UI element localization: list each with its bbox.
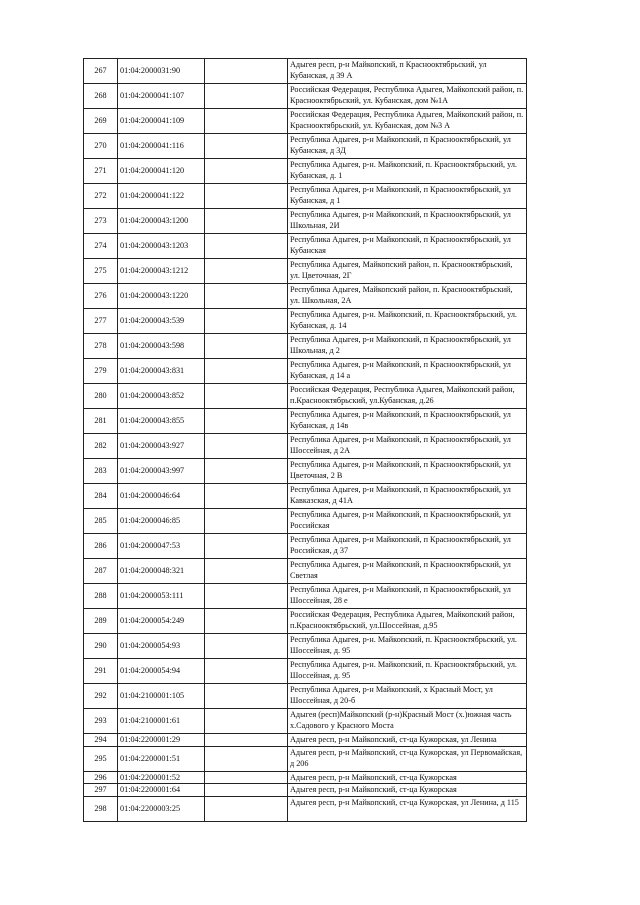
empty-cell — [205, 459, 288, 484]
row-number: 295 — [84, 746, 118, 771]
table-row — [84, 559, 527, 584]
address: Адыгея (респ)Майкопский (р-н)Красный Мост (х.)южная часть х.Садового у Красного Моста — [288, 709, 527, 734]
cadastral-number: 01:04:2000043:598 — [118, 334, 205, 359]
table-row — [84, 284, 527, 309]
row-number: 275 — [84, 259, 118, 284]
table-row — [84, 434, 527, 459]
cadastral-number: 01:04:2000048:321 — [118, 559, 205, 584]
cadastral-number: 01:04:2000043:997 — [118, 459, 205, 484]
cadastral-number: 01:04:2000047:53 — [118, 534, 205, 559]
row-number: 277 — [84, 309, 118, 334]
table-row — [84, 484, 527, 509]
address: Российская Федерация, Республика Адыгея, Майкопский район, п.Краснооктябрьский, ул.Шоссейная, д.95 — [288, 609, 527, 634]
table-row — [84, 796, 527, 821]
cadastral-number: 01:04:2000043:855 — [118, 409, 205, 434]
row-number: 267 — [84, 59, 118, 84]
cadastral-number: 01:04:2000054:94 — [118, 659, 205, 684]
row-number: 296 — [84, 771, 118, 784]
empty-cell — [205, 659, 288, 684]
cadastral-number: 01:04:2000053:111 — [118, 584, 205, 609]
row-number: 285 — [84, 509, 118, 534]
empty-cell — [205, 534, 288, 559]
cadastral-number: 01:04:2000043:539 — [118, 309, 205, 334]
empty-cell — [205, 134, 288, 159]
row-number: 282 — [84, 434, 118, 459]
cadastral-number: 01:04:2200003:25 — [118, 796, 205, 821]
empty-cell — [205, 634, 288, 659]
address: Республика Адыгея, р-н. Майкопский, п. Краснооктябрьский, ул. Шоссейная, д. 95 — [288, 659, 527, 684]
cadastral-number: 01:04:2100001:105 — [118, 684, 205, 709]
address: Республика Адыгея, р-н Майкопский, п Краснооктябрьский, ул Шоссейная, 28 е — [288, 584, 527, 609]
address: Адыгея респ, р-н Майкопский, ст-ца Кужорская, ул Ленина, д 115 — [288, 796, 527, 821]
row-number: 292 — [84, 684, 118, 709]
address: Республика Адыгея, р-н Майкопский, п Краснооктябрьский, ул Кубанская, д 1 — [288, 184, 527, 209]
table-row — [84, 634, 527, 659]
table-row — [84, 309, 527, 334]
row-number: 283 — [84, 459, 118, 484]
empty-cell — [205, 159, 288, 184]
row-number: 291 — [84, 659, 118, 684]
cadastral-number: 01:04:2000041:116 — [118, 134, 205, 159]
address: Республика Адыгея, р-н Майкопский, п Краснооктябрьский, ул Кубанская, д 3Д — [288, 134, 527, 159]
row-number: 271 — [84, 159, 118, 184]
cadastral-number: 01:04:2000043:852 — [118, 384, 205, 409]
row-number: 287 — [84, 559, 118, 584]
table-row — [84, 609, 527, 634]
address: Республика Адыгея, р-н. Майкопский, п. Краснооктябрьский, ул. Кубанская, д. 14 — [288, 309, 527, 334]
cadastral-number: 01:04:2000041:109 — [118, 109, 205, 134]
empty-cell — [205, 684, 288, 709]
table-row — [84, 409, 527, 434]
address: Республика Адыгея, р-н Майкопский, п Краснооктябрьский, ул Кубанская, д 14 а — [288, 359, 527, 384]
table-body — [84, 59, 527, 822]
cadastral-number: 01:04:2000041:107 — [118, 84, 205, 109]
empty-cell — [205, 309, 288, 334]
row-number: 284 — [84, 484, 118, 509]
empty-cell — [205, 209, 288, 234]
row-number: 270 — [84, 134, 118, 159]
table-row — [84, 459, 527, 484]
empty-cell — [205, 384, 288, 409]
address: Республика Адыгея, р-н. Майкопский, п. Краснооктябрьский, ул. Кубанская, д. 1 — [288, 159, 527, 184]
address: Республика Адыгея, р-н Майкопский, п Краснооктябрьский, ул Кубанская — [288, 234, 527, 259]
table-row — [84, 509, 527, 534]
address: Республика Адыгея, р-н Майкопский, п Краснооктябрьский, ул Светлая — [288, 559, 527, 584]
cadastral-number: 01:04:2200001:29 — [118, 734, 205, 747]
address: Республика Адыгея, Майкопский район, п. Краснооктябрьский, ул. Цветочная, 2Г — [288, 259, 527, 284]
table-row — [84, 684, 527, 709]
cadastral-number: 01:04:2100001:61 — [118, 709, 205, 734]
address: Республика Адыгея, р-н Майкопский, п Краснооктябрьский, ул Кубанская, д 14в — [288, 409, 527, 434]
address: Республика Адыгея, р-н. Майкопский, п. Краснооктябрьский, ул. Шоссейная, д. 95 — [288, 634, 527, 659]
empty-cell — [205, 584, 288, 609]
row-number: 286 — [84, 534, 118, 559]
row-number: 280 — [84, 384, 118, 409]
empty-cell — [205, 109, 288, 134]
cadastral-number: 01:04:2000043:831 — [118, 359, 205, 384]
empty-cell — [205, 784, 288, 797]
address: Республика Адыгея, р-н Майкопский, п Краснооктябрьский, ул Цветочная, 2 В — [288, 459, 527, 484]
table-row — [84, 784, 527, 797]
row-number: 276 — [84, 284, 118, 309]
cadastral-number: 01:04:2000054:93 — [118, 634, 205, 659]
table-row — [84, 334, 527, 359]
table-row — [84, 184, 527, 209]
cadastral-number: 01:04:2000041:122 — [118, 184, 205, 209]
row-number: 298 — [84, 796, 118, 821]
address: Российская Федерация, Республика Адыгея, Майкопский район, п. Краснооктябрьский, ул. Кубанская, дом №3 А — [288, 109, 527, 134]
row-number: 274 — [84, 234, 118, 259]
row-number: 289 — [84, 609, 118, 634]
empty-cell — [205, 409, 288, 434]
cadastral-number: 01:04:2000043:1220 — [118, 284, 205, 309]
empty-cell — [205, 84, 288, 109]
empty-cell — [205, 259, 288, 284]
empty-cell — [205, 559, 288, 584]
empty-cell — [205, 609, 288, 634]
empty-cell — [205, 796, 288, 821]
address: Республика Адыгея, р-н Майкопский, п Краснооктябрьский, ул Шоссейная, д 2А — [288, 434, 527, 459]
row-number: 273 — [84, 209, 118, 234]
cadastral-number: 01:04:2000054:249 — [118, 609, 205, 634]
land-plots-table — [83, 58, 527, 822]
table-row — [84, 359, 527, 384]
cadastral-number: 01:04:2000046:85 — [118, 509, 205, 534]
row-number: 290 — [84, 634, 118, 659]
row-number: 269 — [84, 109, 118, 134]
row-number: 293 — [84, 709, 118, 734]
table-row — [84, 134, 527, 159]
table-row — [84, 384, 527, 409]
empty-cell — [205, 334, 288, 359]
table-row — [84, 746, 527, 771]
row-number: 288 — [84, 584, 118, 609]
row-number: 281 — [84, 409, 118, 434]
cadastral-number: 01:04:2200001:64 — [118, 784, 205, 797]
table-row — [84, 534, 527, 559]
address: Адыгея респ, р-н Майкопский, ст-ца Кужорская — [288, 784, 527, 797]
row-number: 268 — [84, 84, 118, 109]
table-row — [84, 59, 527, 84]
table-row — [84, 659, 527, 684]
address: Республика Адыгея, р-н Майкопский, п Краснооктябрьский, ул Российская — [288, 509, 527, 534]
cadastral-number: 01:04:2200001:52 — [118, 771, 205, 784]
table-row — [84, 234, 527, 259]
cadastral-number: 01:04:2000046:64 — [118, 484, 205, 509]
empty-cell — [205, 434, 288, 459]
table-row — [84, 159, 527, 184]
empty-cell — [205, 184, 288, 209]
table-row — [84, 109, 527, 134]
table-row — [84, 734, 527, 747]
empty-cell — [205, 734, 288, 747]
address: Адыгея респ, р-н Майкопский, ст-ца Кужорская — [288, 771, 527, 784]
empty-cell — [205, 484, 288, 509]
row-number: 279 — [84, 359, 118, 384]
address: Республика Адыгея, р-н Майкопский, п Краснооктябрьский, ул Школьная, 2И — [288, 209, 527, 234]
empty-cell — [205, 284, 288, 309]
table-row — [84, 584, 527, 609]
row-number: 297 — [84, 784, 118, 797]
table-row — [84, 259, 527, 284]
empty-cell — [205, 509, 288, 534]
table-row — [84, 709, 527, 734]
empty-cell — [205, 771, 288, 784]
address: Республика Адыгея, Майкопский район, п. Краснооктябрьский, ул. Школьная, 2А — [288, 284, 527, 309]
cadastral-number: 01:04:2000031:90 — [118, 59, 205, 84]
address: Адыгея респ, р-н Майкопский, п Краснооктябрьский, ул Кубанская, д 39 А — [288, 59, 527, 84]
address: Республика Адыгея, р-н Майкопский, х Красный Мост, ул Шоссейная, д 20-б — [288, 684, 527, 709]
row-number: 294 — [84, 734, 118, 747]
cadastral-number: 01:04:2000043:1203 — [118, 234, 205, 259]
table-row — [84, 84, 527, 109]
empty-cell — [205, 59, 288, 84]
row-number: 278 — [84, 334, 118, 359]
cadastral-number: 01:04:2000043:1212 — [118, 259, 205, 284]
table-row — [84, 209, 527, 234]
cadastral-number: 01:04:2000041:120 — [118, 159, 205, 184]
address: Российская Федерация, Республика Адыгея, Майкопский район, п.Краснооктябрьский, ул.Кубанская, д.26 — [288, 384, 527, 409]
table-row — [84, 771, 527, 784]
empty-cell — [205, 709, 288, 734]
address: Адыгея респ, р-н Майкопский, ст-ца Кужорская, ул Ленина — [288, 734, 527, 747]
address: Республика Адыгея, р-н Майкопский, п Краснооктябрьский, ул Российская, д 37 — [288, 534, 527, 559]
empty-cell — [205, 234, 288, 259]
address: Республика Адыгея, р-н Майкопский, п Краснооктябрьский, ул Школьная, д 2 — [288, 334, 527, 359]
cadastral-number: 01:04:2000043:927 — [118, 434, 205, 459]
empty-cell — [205, 746, 288, 771]
address: Адыгея респ, р-н Майкопский, ст-ца Кужорская, ул Первомайская, д 206 — [288, 746, 527, 771]
cadastral-number: 01:04:2000043:1200 — [118, 209, 205, 234]
address: Республика Адыгея, р-н Майкопский, п Краснооктябрьский, ул Кавказская, д 41А — [288, 484, 527, 509]
row-number: 272 — [84, 184, 118, 209]
empty-cell — [205, 359, 288, 384]
address: Российская Федерация, Республика Адыгея, Майкопский район, п. Краснооктябрьский, ул. Кубанская, дом №1А — [288, 84, 527, 109]
cadastral-number: 01:04:2200001:51 — [118, 746, 205, 771]
